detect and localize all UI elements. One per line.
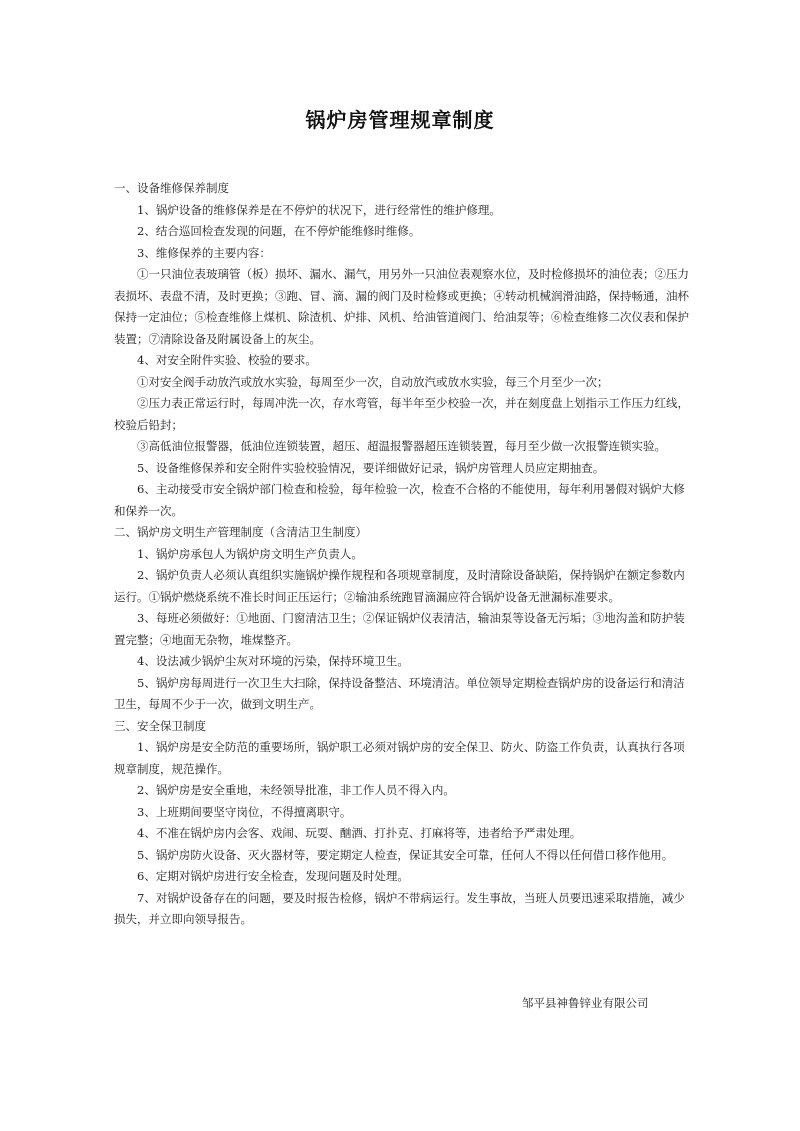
paragraph: 1、锅炉设备的维修保养是在不停炉的状况下，进行经常性的维护修理。 bbox=[137, 202, 501, 217]
paragraph: 1、锅炉房承包人为锅炉房文明生产负责人。 bbox=[137, 546, 363, 561]
paragraph: ①一只油位表玻璃管（板）损坏、漏水、漏气，用另外一只油位表观察水位，及时检修损坏的油位表；②压力表损坏、表盘不清，及时更换；③跑、冒、滴、漏的阀门及时检修或更换；④转动机械润滑油路，保持畅通，油杯保持一定油位；⑤检查维修上煤机、除渣机、炉排、风机、给油管道阀门、给油泵等；⑥检查维修二次仪表和保护装置；⑦清除设备及附属设备上的灰尘。 bbox=[114, 267, 689, 346]
paragraph: 2、锅炉房是安全重地，未经领导批准，非工作人员不得入内。 bbox=[137, 783, 455, 797]
paragraph: ①对安全阀手动放汽或放水实验，每周至少一次，自动放汽或放水实验，每三个月至少一次； bbox=[137, 374, 609, 389]
paragraph: 3、上班期间要坚守岗位，不得擅离职守。 bbox=[137, 804, 352, 819]
paragraph: 6、主动接受市安全锅炉部门检查和检验，每年检验一次，检查不合格的不能使用，每年利用暑假对锅炉大修和保养一次。 bbox=[114, 482, 685, 518]
paragraph: ③高低油位报警器，低油位连锁装置，超压、超温报警器超压连锁装置，每月至少做一次报警连锁实验。 bbox=[137, 439, 666, 453]
section-heading: 一、设备维修保养制度 bbox=[114, 181, 229, 195]
paragraph: 3、每班必须做好：①地面、门窗清洁卫生；②保证锅炉仪表清洁，输油泵等设备无污垢；③地沟盖和防护装置完整；④地面无杂物，堆煤整齐。 bbox=[114, 611, 685, 647]
paragraph: 4、设法减少锅炉尘灰对环境的污染，保持环境卫生。 bbox=[137, 654, 409, 668]
paragraph: ②压力表正常运行时，每周冲洗一次，存水弯管，每半年至少校验一次，并在刻度盘上划指示工作压力红线，校验后铅封； bbox=[114, 396, 689, 432]
paragraph: 1、锅炉房是安全防范的重要场所，锅炉职工必须对锅炉房的安全保卫、防火、防盗工作负责，认真执行各项规章制度，规范操作。 bbox=[114, 740, 685, 776]
section-heading: 二、锅炉房文明生产管理制度（含清洁卫生制度） bbox=[114, 525, 367, 539]
paragraph: 4、对安全附件实验、校验的要求。 bbox=[137, 353, 317, 367]
paragraph: 6、定期对锅炉房进行安全检查，发现问题及时处理。 bbox=[137, 869, 409, 883]
paragraph: 2、结合巡回检查发现的问题，在不停炉能维修时维修。 bbox=[137, 224, 421, 238]
paragraph: 5、锅炉房防火设备、灭火器材等，要定期定人检查，保证其安全可靠，任何人不得以任何借口移作他用。 bbox=[137, 847, 674, 862]
paragraph: 5、设备维修保养和安全附件实验校验情况，要详细做好记录，锅炉房管理人员应定期抽查。 bbox=[137, 460, 605, 475]
paragraph: 3、维修保养的主要内容： bbox=[137, 245, 271, 260]
section-heading: 三、安全保卫制度 bbox=[114, 718, 206, 733]
paragraph: 5、锅炉房每周进行一次卫生大扫除，保持设备整洁、环境清洁。单位领导定期检查锅炉房的设备运行和清洁卫生，每周不少于一次，做到文明生产。 bbox=[114, 675, 685, 711]
paragraph: 7、对锅炉设备存在的问题，要及时报告检修，锅炉不带病运行。发生事故，当班人员要迅速采取措施，减少损失，并立即向领导报告。 bbox=[114, 890, 685, 926]
company-signature: 邹平县神鲁锌业有限公司 bbox=[522, 996, 649, 1010]
document-body bbox=[114, 178, 694, 931]
document-title: 锅炉房管理规章制度 bbox=[305, 108, 495, 132]
paragraph: 2、锅炉负责人必须认真组织实施锅炉操作规程和各项规章制度，及时清除设备缺陷，保持锅炉在额定参数内运行。①锅炉燃烧系统不准长时间正压运行；②输油系统跑冒滴漏应符合锅炉设备无泄漏标准要求。 bbox=[114, 568, 685, 604]
paragraph: 4、不准在锅炉房内会客、戏闹、玩耍、酗酒、打扑克、打麻将等，违者给予严肃处理。 bbox=[137, 826, 582, 840]
